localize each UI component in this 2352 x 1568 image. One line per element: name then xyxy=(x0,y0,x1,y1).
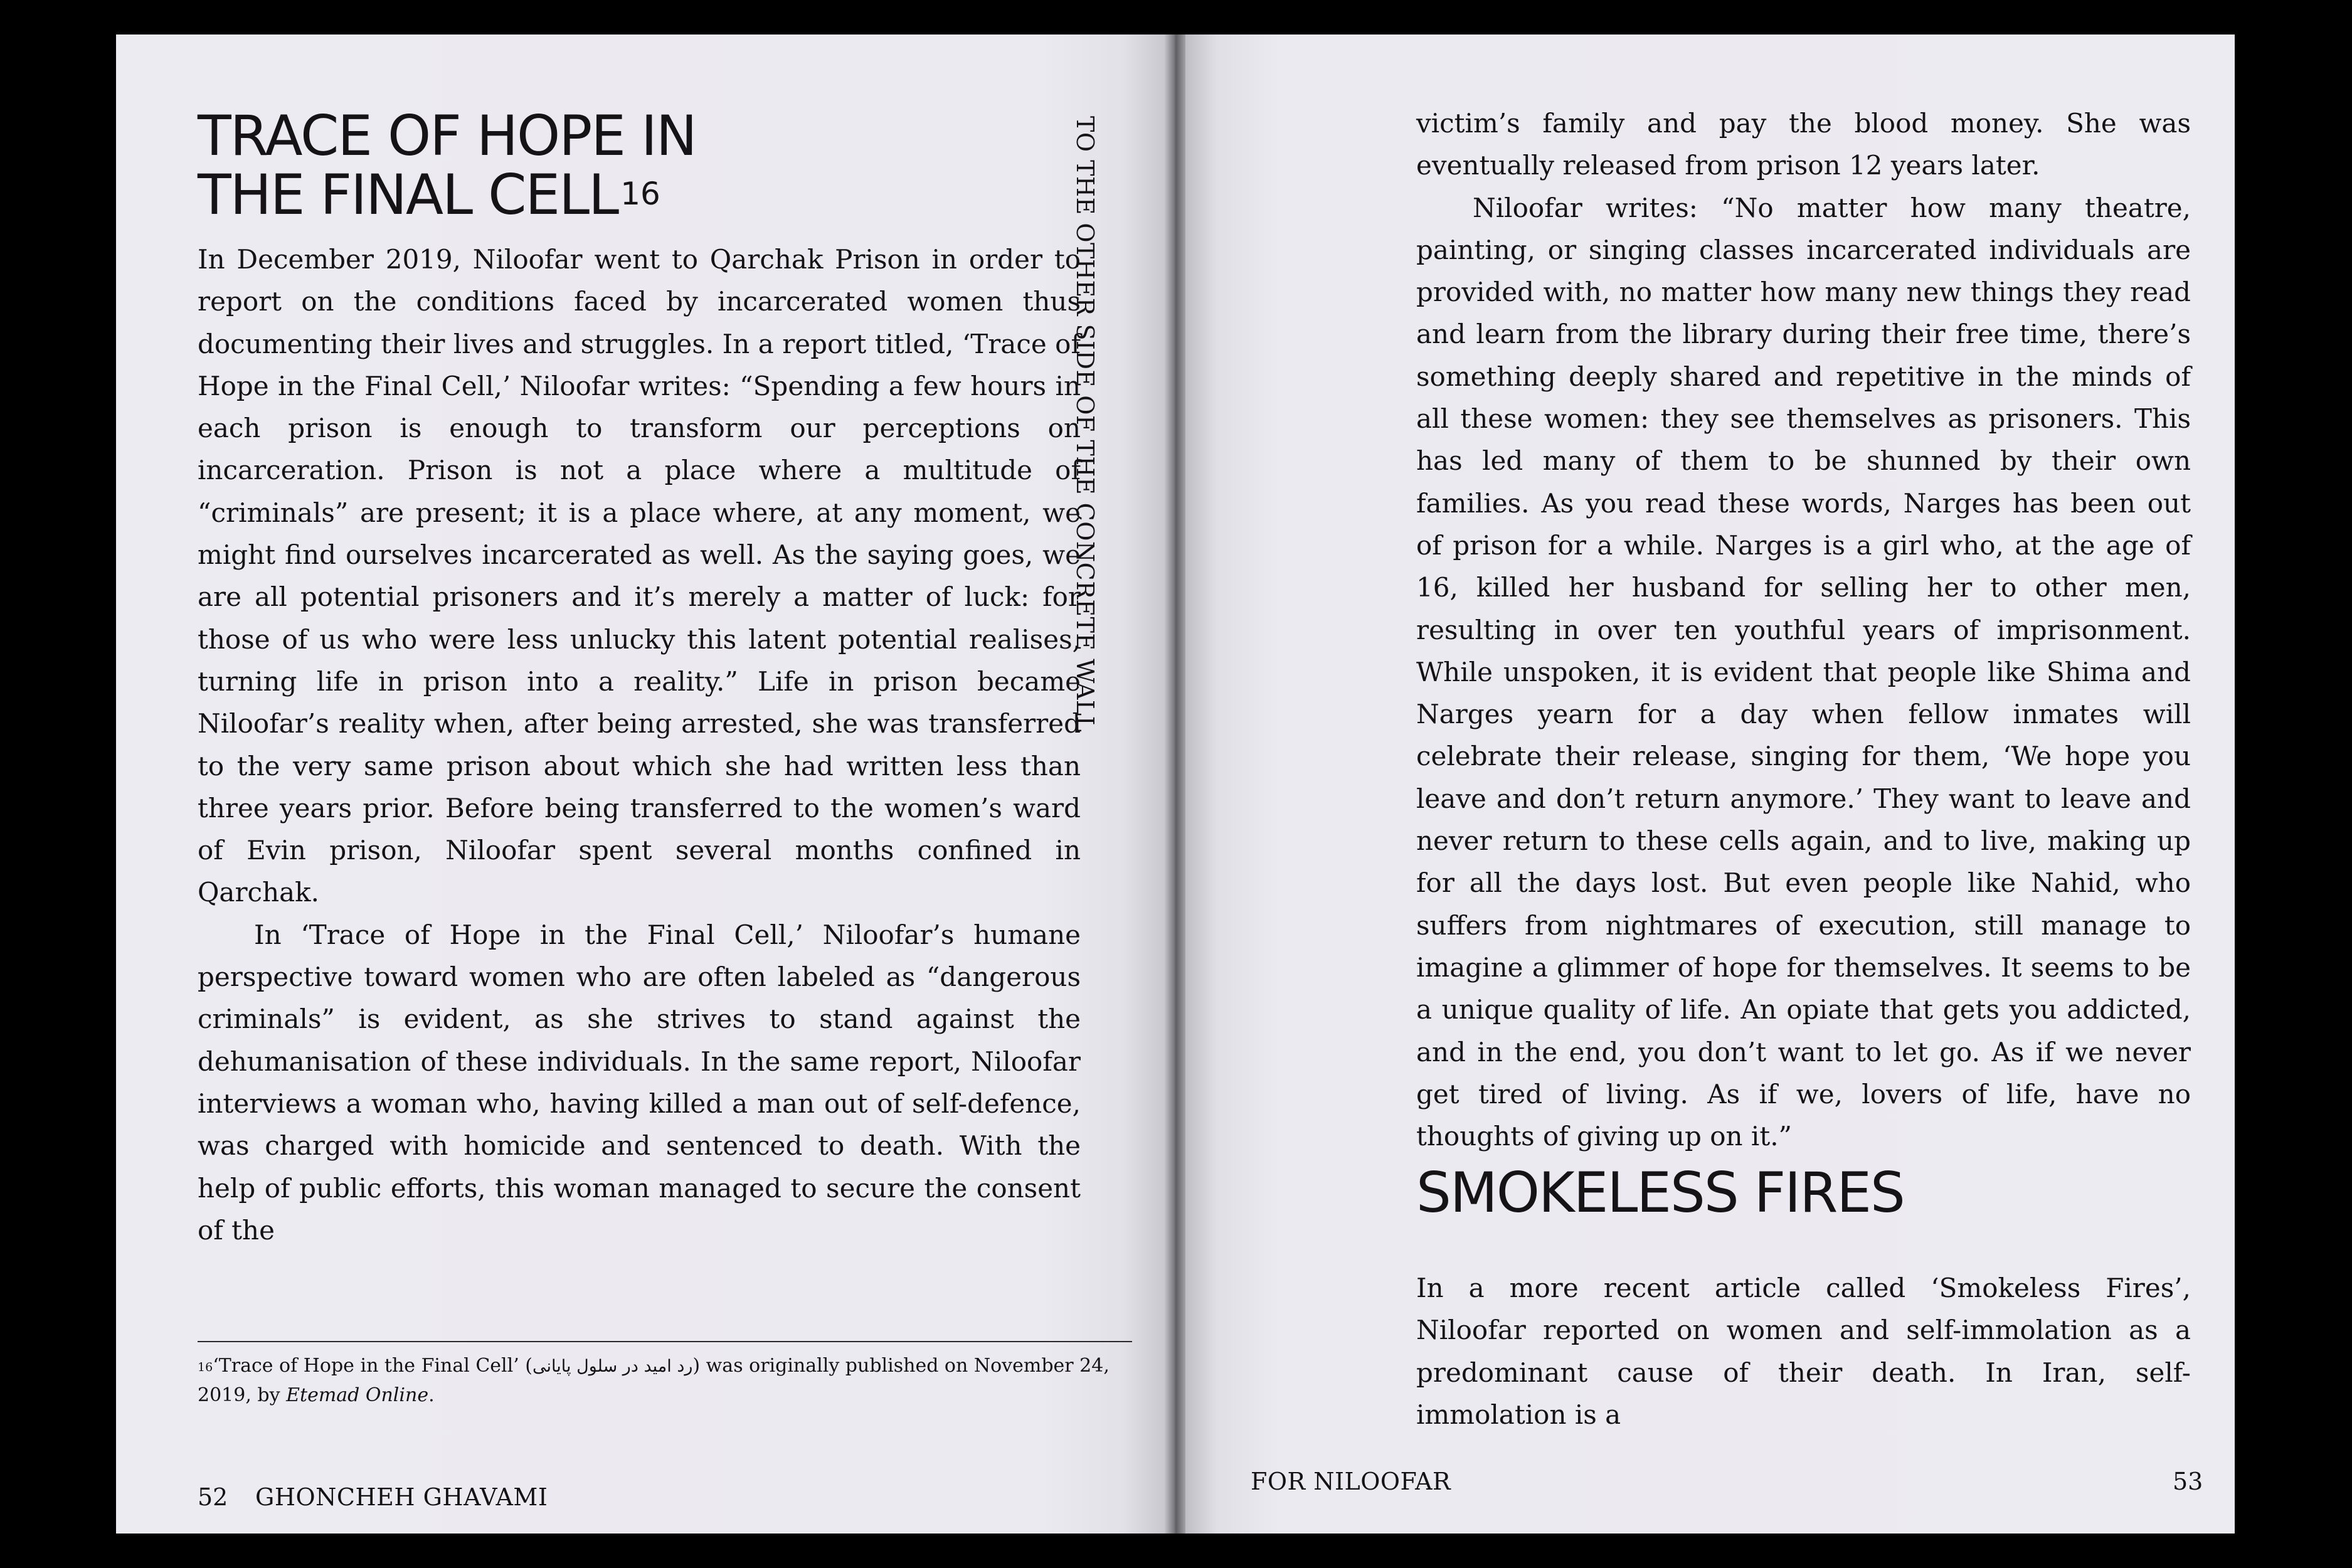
right-body-text-bottom xyxy=(1416,1267,2191,1436)
footnote-persian-title: رد امید در سلول پایانی xyxy=(532,1357,693,1376)
footnote-number: 16 xyxy=(198,1360,213,1374)
page-number-left: 52 xyxy=(198,1483,228,1511)
right-page xyxy=(1185,34,2235,1534)
paragraph: In December 2019, Niloofar went to Qarchak Prison in order to report on the conditions faced by incarcerated women thus documenting their lives and struggles. In a report titled, ‘Trace of Hope in the Final Cell,’ Niloofar writes: “Spending a few hours in each prison is enough to transform our perceptions on incarceration. Prison is not a place where a multitude of “criminals” are present; it is a place where, at any moment, we might find ourselves incarcerated as well. As the saying goes, we are all potential prisoners and it’s merely a matter of luck: for those of us who were less unlucky this latent potential realises, turning life in prison into a reality.” Life in prison became Niloofar’s reality when, after being arrested, she was transferred to the very same prison about which she had written less than three years prior. Before being transferred to the women’s ward of Evin prison, Niloofar spent several months confined in Qarchak. xyxy=(198,244,1081,908)
footnote xyxy=(198,1352,1132,1410)
paragraph: In a more recent article called ‘Smokeless Fires’, Niloofar reported on women and self-immolation as a predominant cause of their death. In Iran, self-immolation is a xyxy=(1416,1273,2191,1430)
section-title-smokeless-fires: SMOKELESS FIRES xyxy=(1416,1160,1904,1225)
paragraph: victim’s family and pay the blood money. She was eventually released from prison 12 years later. xyxy=(1416,108,2191,181)
running-foot-author: GHONCHEH GHAVAMI xyxy=(255,1483,548,1511)
title-line-2: THE FINAL CELL xyxy=(198,162,618,227)
title-line-1: TRACE OF HOPE IN xyxy=(198,103,696,168)
left-body-text xyxy=(198,238,1081,1251)
paragraph: In ‘Trace of Hope in the Final Cell,’ Niloofar’s humane perspective toward women who are often labeled as “dangerous criminals” is evident, as she strives to stand against the dehumanisation of these individuals. In the same report, Niloofar interviews a woman who, having killed a man out of self-defence, was charged with homicide and sentenced to death. With the help of public efforts, this woman managed to secure the consent of the xyxy=(198,919,1081,1246)
footnote-text-end: . xyxy=(428,1384,435,1406)
footnote-reference: 16 xyxy=(620,176,660,212)
footnote-text-start: ‘Trace of Hope in the Final Cell’ ( xyxy=(213,1355,533,1377)
left-page xyxy=(116,34,1165,1534)
vertical-running-head: TO THE OTHER SIDE OF THE CONCRETE WALL xyxy=(1071,116,1099,733)
running-foot-title: FOR NILOOFAR xyxy=(1251,1468,1451,1495)
paragraph: Niloofar writes: “No matter how many theatre, painting, or singing classes incarcerated individuals are provided with, no matter how many new things they read and learn from the library during their free time, there’s something deeply shared and repetitive in the minds of all these women: they see themselves as prisoners. This has led many of them to be shunned by their own families. As you read these words, Narges has been out of prison for a while. Narges is a girl who, at the age of 16, killed her husband for selling her to other men, resulting in over ten youthful years of imprisonment. While unspoken, it is evident that people like Shima and Narges yearn for a day when fellow inmates will celebrate their release, singing for them, ‘We hope you leave and don’t return anymore.’ They want to leave and never return to these cells again, and to live, making up for all the days lost. But even people like Nahid, who suffers from nightmares of execution, still manage to imagine a glimmer of hope for themselves. It seems to be a unique quality of life. An opiate that gets you addicted, and in the end, you don’t want to let go. As if we never get tired of living. As if we, lovers of life, have no thoughts of giving up on it.” xyxy=(1416,192,2191,1152)
chapter-title-trace-of-hope xyxy=(198,103,950,227)
page-number-right: 53 xyxy=(2173,1468,2203,1495)
footnote-divider xyxy=(198,1341,1132,1342)
footnote-publication: Etemad Online xyxy=(286,1384,429,1406)
footnote-text-middle: ) was originally published on November 24, 2019, by xyxy=(198,1355,1110,1406)
book-gutter xyxy=(1165,34,1185,1534)
right-body-text xyxy=(1416,102,2191,1157)
